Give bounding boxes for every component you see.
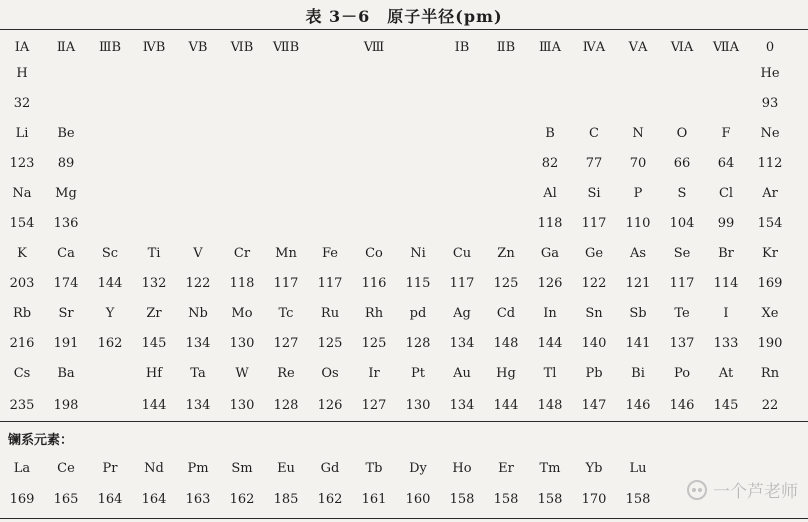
group-header: ⅣA [582, 40, 606, 55]
group-header: 0 [765, 40, 775, 55]
lanthanide-radius: 170 [581, 492, 607, 507]
element-symbol: Te [674, 306, 690, 321]
element-symbol: Ga [540, 246, 560, 261]
element-radius: 148 [493, 336, 519, 351]
lanthanide-radius: 158 [537, 492, 563, 507]
element-radius: 154 [757, 216, 783, 231]
element-radius: 122 [581, 276, 607, 291]
element-radius: 118 [229, 276, 255, 291]
lanthanide-radius: 164 [141, 492, 167, 507]
element-radius: 127 [361, 398, 387, 413]
element-radius: 141 [625, 336, 651, 351]
element-symbol: He [760, 66, 780, 81]
lanthanide-symbol: Pr [102, 461, 118, 476]
lanthanide-radius: 163 [185, 492, 211, 507]
watermark-text: 一个芦老师 [713, 482, 798, 502]
element-symbol: Tl [543, 366, 557, 381]
lanthanide-radius: 161 [361, 492, 387, 507]
element-symbol: Xe [761, 306, 779, 321]
element-radius: 134 [449, 336, 475, 351]
element-symbol: As [629, 246, 647, 261]
element-symbol: Kr [762, 246, 778, 261]
element-symbol: Be [57, 126, 75, 141]
element-radius: 122 [185, 276, 211, 291]
element-symbol: Mg [55, 186, 77, 201]
element-radius: 134 [185, 398, 211, 413]
element-radius: 116 [361, 276, 387, 291]
lanthanide-radius: 165 [53, 492, 79, 507]
element-symbol: Sn [585, 306, 603, 321]
element-radius: 134 [449, 398, 475, 413]
element-symbol: Cs [13, 366, 31, 381]
element-radius: 144 [97, 276, 123, 291]
element-symbol: Ru [320, 306, 340, 321]
element-radius: 93 [761, 96, 779, 111]
element-radius-row [0, 93, 808, 115]
top-rule [0, 29, 808, 30]
lanthanide-symbol: Eu [277, 461, 295, 476]
element-radius: 123 [9, 156, 35, 171]
lanthanide-symbol: Lu [629, 461, 647, 476]
element-radius: 126 [317, 398, 343, 413]
element-radius: 190 [757, 336, 783, 351]
element-radius: 114 [713, 276, 739, 291]
lanthanide-symbol: La [13, 461, 31, 476]
element-symbol: Zr [146, 306, 162, 321]
lanthanide-radius: 158 [449, 492, 475, 507]
element-symbol-row [0, 63, 808, 85]
element-symbol: Ti [147, 246, 161, 261]
element-symbol: Rh [364, 306, 384, 321]
element-radius: 146 [625, 398, 651, 413]
element-symbol: Ar [762, 186, 778, 201]
element-radius: 154 [9, 216, 35, 231]
element-radius: 126 [537, 276, 563, 291]
element-radius: 70 [629, 156, 647, 171]
lanthanide-symbol: Yb [585, 461, 603, 476]
element-symbol: I [723, 306, 729, 321]
element-symbol: Ca [57, 246, 75, 261]
table-title: 表 3－6 原子半径(pm) [305, 7, 503, 26]
lanthanide-symbol: Gd [320, 461, 340, 476]
element-symbol: S [677, 186, 687, 201]
element-radius: 137 [669, 336, 695, 351]
element-radius-row [0, 273, 808, 295]
element-radius: 144 [537, 336, 563, 351]
element-radius: 32 [13, 96, 31, 111]
element-radius: 147 [581, 398, 607, 413]
element-symbol: Zn [497, 246, 515, 261]
element-radius: 128 [405, 336, 431, 351]
element-radius: 235 [9, 398, 35, 413]
element-radius: 134 [185, 336, 211, 351]
element-symbol: Bi [631, 366, 645, 381]
element-radius: 104 [669, 216, 695, 231]
element-radius: 99 [717, 216, 735, 231]
lanthanide-radius: 162 [229, 492, 255, 507]
element-symbol: N [632, 126, 644, 141]
element-radius: 148 [537, 398, 563, 413]
element-symbol: Ni [410, 246, 426, 261]
element-symbol-row [0, 123, 808, 145]
lanthanide-radius: 160 [405, 492, 431, 507]
group-header: ⅦA [712, 40, 740, 55]
element-radius: 117 [317, 276, 343, 291]
element-symbol: Cr [233, 246, 251, 261]
element-symbol: Au [453, 366, 471, 381]
element-radius: 191 [53, 336, 79, 351]
element-radius: 117 [449, 276, 475, 291]
group-header: ⅢA [539, 40, 561, 55]
element-radius: 133 [713, 336, 739, 351]
element-symbol: F [721, 126, 731, 141]
group-header: ⅠA [14, 40, 30, 55]
element-radius: 117 [581, 216, 607, 231]
element-symbol: H [16, 66, 28, 81]
element-symbol: B [545, 126, 555, 141]
element-symbol: W [235, 366, 249, 381]
element-symbol: Hf [145, 366, 163, 381]
group-header: ⅡB [496, 40, 516, 55]
element-radius-row [0, 333, 808, 355]
element-radius: 162 [97, 336, 123, 351]
element-symbol: Ta [190, 366, 206, 381]
watermark [687, 477, 798, 502]
lanthanide-radius: 164 [97, 492, 123, 507]
element-symbol: In [543, 306, 557, 321]
lanthanide-radius: 158 [625, 492, 651, 507]
element-radius: 125 [361, 336, 387, 351]
group-header-row [0, 37, 808, 59]
lanthanide-symbol: Ho [452, 461, 472, 476]
element-symbol: Li [15, 126, 29, 141]
element-symbol: Re [277, 366, 295, 381]
element-symbol: Sb [629, 306, 647, 321]
element-symbol: Pb [585, 366, 603, 381]
element-symbol: Rn [760, 366, 780, 381]
element-radius: 145 [141, 336, 167, 351]
element-symbol: Sr [58, 306, 74, 321]
lanthanide-symbol: Tb [365, 461, 383, 476]
element-radius: 125 [317, 336, 343, 351]
element-radius: 127 [273, 336, 299, 351]
element-radius: 22 [761, 398, 779, 413]
section-rule [0, 421, 808, 422]
lanthanides-title: 镧系元素： [8, 433, 74, 448]
element-symbol: Hg [496, 366, 516, 381]
element-symbol: Rb [12, 306, 32, 321]
element-radius: 140 [581, 336, 607, 351]
element-symbol: O [676, 126, 688, 141]
lanthanide-radius: 169 [9, 492, 35, 507]
element-symbol: Ne [760, 126, 780, 141]
element-radius: 121 [625, 276, 651, 291]
element-symbol: Co [365, 246, 383, 261]
element-radius: 128 [273, 398, 299, 413]
element-symbol: Cl [718, 186, 734, 201]
element-symbol: Pt [411, 366, 425, 381]
bottom-rule [0, 518, 808, 519]
element-symbol-row [0, 243, 808, 265]
element-symbol: Ge [584, 246, 604, 261]
element-radius: 89 [57, 156, 75, 171]
group-header: ⅥB [230, 40, 254, 55]
element-radius-row [0, 395, 808, 417]
element-symbol: At [718, 366, 734, 381]
element-symbol: C [589, 126, 599, 141]
element-radius: 77 [585, 156, 603, 171]
element-radius: 169 [757, 276, 783, 291]
element-symbol: Br [718, 246, 734, 261]
lanthanide-symbol: Nd [144, 461, 164, 476]
element-symbol: Ir [368, 366, 380, 381]
element-symbol: Al [543, 186, 557, 201]
element-radius: 130 [229, 336, 255, 351]
group-header: ⅤA [628, 40, 648, 55]
lanthanide-symbol: Pm [187, 461, 209, 476]
group-header: ⅢB [98, 40, 122, 55]
chat-bubble-icon [687, 480, 707, 500]
element-radius: 144 [493, 398, 519, 413]
element-symbol: K [17, 246, 27, 261]
element-radius: 82 [541, 156, 559, 171]
element-symbol: Ag [453, 306, 471, 321]
element-radius: 146 [669, 398, 695, 413]
element-symbol: Po [673, 366, 691, 381]
element-radius: 198 [53, 398, 79, 413]
element-radius: 130 [229, 398, 255, 413]
element-radius: 145 [713, 398, 739, 413]
element-radius: 216 [9, 336, 35, 351]
element-symbol: Si [587, 186, 601, 201]
lanthanide-radius: 158 [493, 492, 519, 507]
group-header: ⅤB [188, 40, 208, 55]
element-symbol: Fe [321, 246, 338, 261]
element-radius: 130 [405, 398, 431, 413]
element-symbol: Cu [452, 246, 472, 261]
element-symbol: Os [321, 366, 339, 381]
element-radius: 110 [625, 216, 651, 231]
element-symbol-row [0, 303, 808, 325]
lanthanide-symbol: Ce [57, 461, 75, 476]
element-radius: 112 [757, 156, 783, 171]
element-radius-row [0, 153, 808, 175]
group-header: ⅥA [670, 40, 694, 55]
element-radius: 144 [141, 398, 167, 413]
element-symbol: Mo [231, 306, 253, 321]
element-radius: 117 [669, 276, 695, 291]
lanthanide-symbol: Dy [409, 461, 427, 476]
element-symbol: P [633, 186, 643, 201]
group-header: ⅣB [142, 40, 166, 55]
lanthanide-symbol: Tm [539, 461, 561, 476]
element-symbol: Sc [101, 246, 119, 261]
group-header: Ⅷ [363, 40, 385, 55]
element-symbol: Nb [188, 306, 208, 321]
element-radius-row [0, 213, 808, 235]
element-radius: 117 [273, 276, 299, 291]
element-radius: 64 [717, 156, 735, 171]
lanthanide-symbol: Sm [231, 461, 253, 476]
element-symbol: Mn [275, 246, 297, 261]
element-symbol: pd [409, 306, 427, 321]
element-symbol: Se [673, 246, 691, 261]
element-radius: 125 [493, 276, 519, 291]
lanthanide-radius: 185 [273, 492, 299, 507]
element-symbol-row [0, 183, 808, 205]
element-symbol: Tc [278, 306, 294, 321]
element-radius: 174 [53, 276, 79, 291]
element-symbol: Ba [57, 366, 75, 381]
element-radius: 136 [53, 216, 79, 231]
group-header: ⅠB [454, 40, 470, 55]
element-symbol: Y [105, 306, 115, 321]
group-header: ⅦB [272, 40, 300, 55]
group-header: ⅡA [56, 40, 76, 55]
element-radius: 66 [673, 156, 691, 171]
lanthanide-radius: 162 [317, 492, 343, 507]
lanthanide-symbol: Er [498, 461, 514, 476]
element-radius: 203 [9, 276, 35, 291]
element-symbol: Na [12, 186, 32, 201]
element-symbol: V [193, 246, 203, 261]
element-radius: 118 [537, 216, 563, 231]
element-symbol: Cd [496, 306, 516, 321]
element-radius: 132 [141, 276, 167, 291]
element-symbol-row [0, 363, 808, 385]
element-radius: 115 [405, 276, 431, 291]
